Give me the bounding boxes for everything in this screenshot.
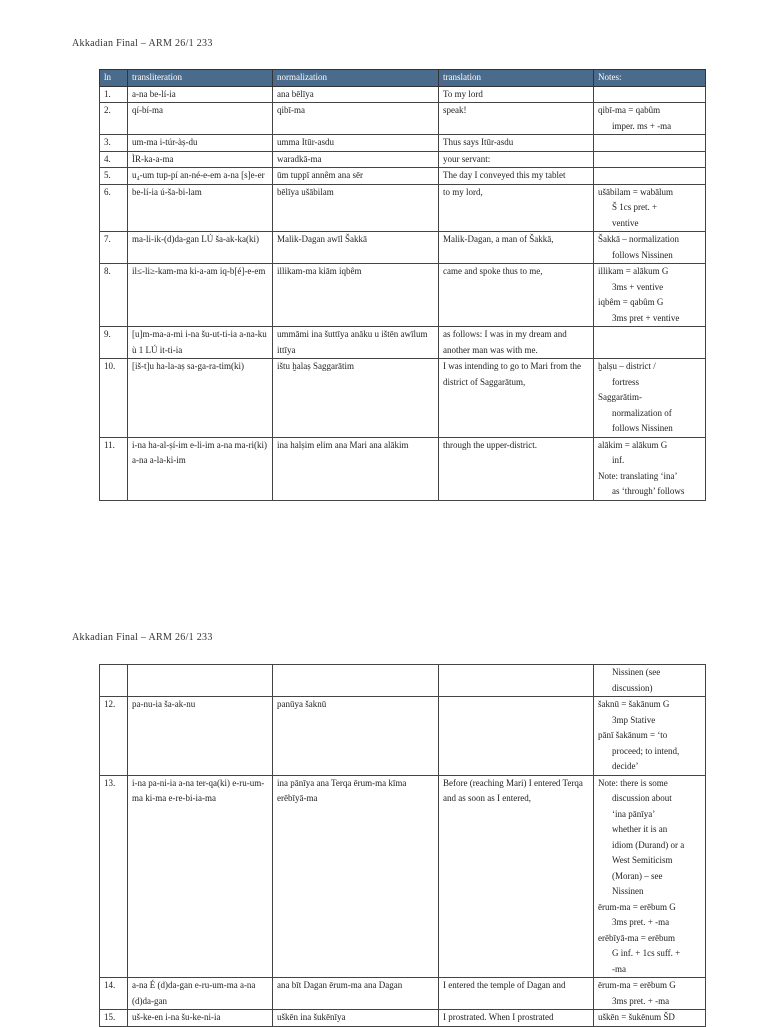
note-line: Note: translating ‘ina’ xyxy=(598,470,678,481)
notes-cell xyxy=(594,151,706,168)
translation-cell: Before (reaching Mari) I entered Terqa and as soon as I entered, xyxy=(439,775,594,978)
notes-cell xyxy=(594,168,706,185)
running-header: Akkadian Final – ARM 26/1 233 xyxy=(72,38,213,49)
translation-cell xyxy=(439,665,594,697)
table-row xyxy=(100,232,706,264)
note-line: ḫalṣu – district / xyxy=(598,361,656,371)
table-row xyxy=(100,327,706,359)
note-line: iqbêm = qabûm G xyxy=(598,297,664,307)
note-line: erēbīyā-ma = erēbum xyxy=(598,932,676,943)
normalization-cell: ana bēlīya xyxy=(273,86,439,103)
line-number-cell: 11. xyxy=(100,437,128,500)
table-row xyxy=(100,775,706,978)
normalization-cell: waradkā-ma xyxy=(273,151,439,168)
transliteration-cell: be-lí-ia ú-ša-bi-lam xyxy=(128,184,273,232)
table-header-row xyxy=(100,70,706,87)
normalization-cell: panūya šaknū xyxy=(273,697,439,776)
line-number-cell: 6. xyxy=(100,184,128,232)
translation-table-continued xyxy=(99,664,706,1027)
normalization-cell: Malik-Dagan awīl Šakkā xyxy=(273,232,439,264)
note-line: normalization of xyxy=(612,407,672,418)
note-line: as ‘through’ follows xyxy=(612,486,685,496)
transliteration-cell: pa-nu-ia ša-ak-nu xyxy=(128,697,273,776)
line-number-cell: 7. xyxy=(100,232,128,264)
notes-cell xyxy=(594,697,706,776)
line-number-cell: 3. xyxy=(100,135,128,152)
notes-cell xyxy=(594,232,706,264)
table-row xyxy=(100,86,706,103)
table-row xyxy=(100,184,706,232)
table-row xyxy=(100,168,706,185)
notes-cell xyxy=(594,978,706,1010)
note-line: discussion) xyxy=(612,682,653,693)
note-line: ‘ina pānīya’ xyxy=(612,808,656,819)
normalization-cell: ummāmi ina šuttīya anāku u ištēn awīlum ittīya xyxy=(273,327,439,359)
normalization-cell: illikam-ma kiām iqbêm xyxy=(273,264,439,327)
note-line: alākim = alākum G xyxy=(598,439,668,450)
notes-cell xyxy=(594,327,706,359)
note-line: 3ms pret + ventive xyxy=(612,312,680,323)
note-line: pānī šakānum = ‘to xyxy=(598,730,668,740)
table-row xyxy=(100,103,706,135)
note-line: West Semiticism xyxy=(612,855,673,865)
table-row xyxy=(100,697,706,776)
normalization-cell: umma Itūr-asdu xyxy=(273,135,439,152)
line-number-cell: 12. xyxy=(100,697,128,776)
translation-cell: through the upper-district. xyxy=(439,437,594,500)
translation-cell: The day I conveyed this my tablet xyxy=(439,168,594,185)
notes-cell xyxy=(594,135,706,152)
note-line: ventive xyxy=(612,217,639,228)
translation-cell: I was intending to go to Mari from the district of Saggarātum, xyxy=(439,359,594,438)
note-line: Nissinen xyxy=(612,886,644,896)
note-line: -ma xyxy=(612,963,626,974)
normalization-cell: bēlīya ušābilam xyxy=(273,184,439,232)
line-number-cell xyxy=(100,665,128,697)
notes-cell xyxy=(594,86,706,103)
note-line: whether it is an xyxy=(612,824,668,834)
transliteration-cell: i-na pa-ni-ia a-na ter-qa(ki) e-ru-um-ma ki-ma e-re-bi-ia-ma xyxy=(128,775,273,978)
note-line: fortress xyxy=(612,376,639,387)
normalization-cell: ištu ḫalaṣ Saggarātim xyxy=(273,359,439,438)
transliteration-cell: [u]m-ma-a-mi i-na šu-ut-ti-ia a-na-ku ù 1 LÚ it-ti-ia xyxy=(128,327,273,359)
normalization-cell: ina halṣim elim ana Mari ana alākim xyxy=(273,437,439,500)
note-line: Nissinen (see xyxy=(612,667,661,677)
notes-cell xyxy=(594,665,706,697)
normalization-cell: ina pānīya ana Terqa ērum-ma kīma erēbīyā-ma xyxy=(273,775,439,978)
line-number-cell: 13. xyxy=(100,775,128,978)
translation-table xyxy=(99,69,706,501)
transliteration-cell: a-na É (d)da-gan e-ru-um-ma a-na (d)da-gan xyxy=(128,978,273,1010)
note-line: 3ms pret. + -ma xyxy=(612,995,670,1006)
note-line: uškēn = šukēnum ŠD xyxy=(598,1012,675,1022)
table-row xyxy=(100,359,706,438)
column-header-normalization: normalization xyxy=(273,70,439,87)
table-row xyxy=(100,437,706,500)
column-header-transliteration: transliteration xyxy=(128,70,273,87)
transliteration-cell: u₄-um tup-pí an-né-e-em a-na [s]e-er xyxy=(128,168,273,185)
note-line: inf. xyxy=(612,455,625,465)
translation-cell: to my lord, xyxy=(439,184,594,232)
note-line: ušābilam = wabālum xyxy=(598,186,674,197)
translation-cell: I entered the temple of Dagan and xyxy=(439,978,594,1010)
note-line: G inf. + 1cs suff. + xyxy=(612,948,681,958)
running-header: Akkadian Final – ARM 26/1 233 xyxy=(72,632,213,643)
translation-cell: came and spoke thus to me, xyxy=(439,264,594,327)
translation-cell: Thus says Itūr-asdu xyxy=(439,135,594,152)
note-line: Note: there is some xyxy=(598,777,668,788)
translation-cell: Malik-Dagan, a man of Šakkā, xyxy=(439,232,594,264)
note-line: Š 1cs pret. + xyxy=(612,202,658,212)
line-number-cell: 1. xyxy=(100,86,128,103)
note-line: Saggarātim- xyxy=(598,392,642,402)
line-number-cell: 10. xyxy=(100,359,128,438)
note-line: idiom (Durand) or a xyxy=(612,839,685,850)
note-line: decide’ xyxy=(612,761,639,771)
transliteration-cell: [iš-t]u ha-la-aṣ sa-ga-ra-tim(ki) xyxy=(128,359,273,438)
note-line: šaknū = šakānum G xyxy=(598,699,670,709)
transliteration-cell: ma-li-ik-(d)da-gan LÚ ša-ak-ka(ki) xyxy=(128,232,273,264)
note-line: follows Nissinen xyxy=(612,249,673,260)
transliteration-cell xyxy=(128,665,273,697)
note-line: ērum-ma = erēbum G xyxy=(598,980,676,990)
note-line: 3ms pret. + -ma xyxy=(612,917,670,927)
column-header-notes: Notes: xyxy=(594,70,706,87)
note-line: (Moran) – see xyxy=(612,870,663,881)
note-line: 3mp Stative xyxy=(612,714,656,725)
transliteration-cell: qí-bí-ma xyxy=(128,103,273,135)
transliteration-cell: um-ma i-túr-àṣ-du xyxy=(128,135,273,152)
notes-cell xyxy=(594,775,706,978)
normalization-cell: uškēn ina šukēnīya xyxy=(273,1010,439,1027)
notes-cell xyxy=(594,359,706,438)
translation-cell: To my lord xyxy=(439,86,594,103)
line-number-cell: 5. xyxy=(100,168,128,185)
notes-cell xyxy=(594,184,706,232)
notes-cell xyxy=(594,264,706,327)
line-number-cell: 8. xyxy=(100,264,128,327)
transliteration-cell: a-na be-lí-ia xyxy=(128,86,273,103)
note-line: illikam = alākum G xyxy=(598,266,669,276)
note-line: proceed; to intend, xyxy=(612,745,680,756)
table-row xyxy=(100,151,706,168)
note-line: follows Nissinen xyxy=(612,423,673,433)
transliteration-cell: ÌR-ka-a-ma xyxy=(128,151,273,168)
note-line: 3ms + ventive xyxy=(612,281,664,292)
translation-cell: as follows: I was in my dream and another man was with me. xyxy=(439,327,594,359)
note-line: ērum-ma = erēbum G xyxy=(598,901,676,912)
table-row xyxy=(100,264,706,327)
line-number-cell: 14. xyxy=(100,978,128,1010)
normalization-cell: ana bīt Dagan ērum-ma ana Dagan xyxy=(273,978,439,1010)
translation-cell: your servant: xyxy=(439,151,594,168)
note-line: discussion about xyxy=(612,793,672,803)
line-number-cell: 4. xyxy=(100,151,128,168)
table-row xyxy=(100,978,706,1010)
column-header-ln: ln xyxy=(100,70,128,87)
note-line: imper. ms + -ma xyxy=(612,120,672,131)
notes-cell xyxy=(594,103,706,135)
translation-cell: speak! xyxy=(439,103,594,135)
line-number-cell: 2. xyxy=(100,103,128,135)
table-row xyxy=(100,665,706,697)
normalization-cell: ūm tuppī annêm ana sēr xyxy=(273,168,439,185)
transliteration-cell: i-na ha-al-ṣí-im e-li-im a-na ma-ri(ki) a-na a-la-ki-im xyxy=(128,437,273,500)
line-number-cell: 15. xyxy=(100,1010,128,1027)
normalization-cell: qibī-ma xyxy=(273,103,439,135)
line-number-cell: 9. xyxy=(100,327,128,359)
note-line: Šakkā – normalization xyxy=(598,234,679,244)
transliteration-cell: uš-ke-en i-na šu-ke-ni-ia xyxy=(128,1010,273,1027)
note-line: qibī-ma = qabûm xyxy=(598,105,661,115)
table-row xyxy=(100,135,706,152)
notes-cell xyxy=(594,437,706,500)
transliteration-cell: il≤-li≥-kam-ma ki-a-am iq-b[é]-e-em xyxy=(128,264,273,327)
normalization-cell xyxy=(273,665,439,697)
column-header-translation: translation xyxy=(439,70,594,87)
translation-cell xyxy=(439,697,594,776)
translation-cell: I prostrated. When I prostrated xyxy=(439,1010,594,1027)
